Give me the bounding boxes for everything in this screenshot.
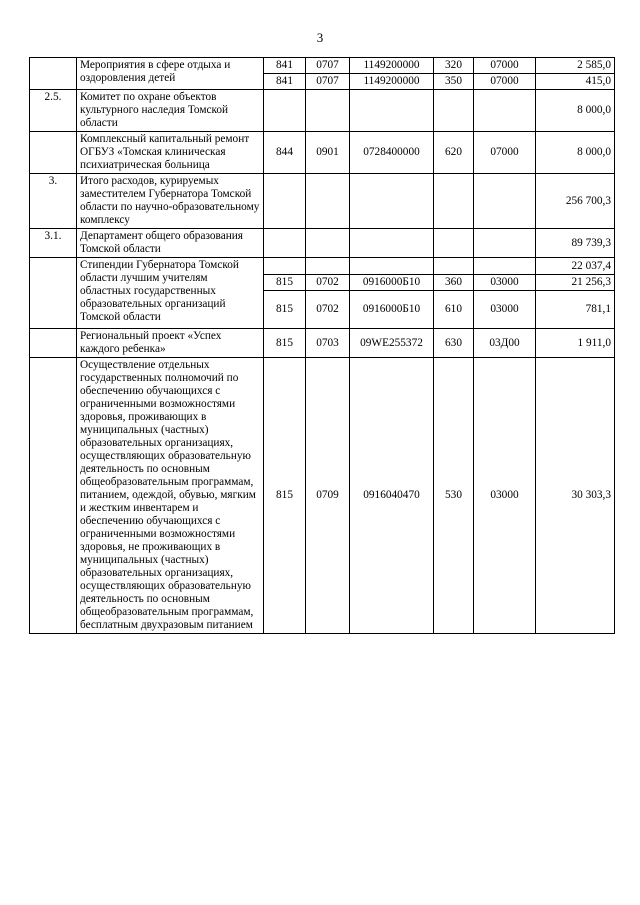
row-sum: 8 000,0 <box>536 132 615 174</box>
row-sum: 8 000,0 <box>536 90 615 132</box>
table-row: 841 0707 1149200000 350 07000 415,0 <box>30 74 615 90</box>
row-number: 3.1. <box>30 229 77 258</box>
table-row: Комплексный капитальный ремонт ОГБУЗ «Томская клиническая психиатрическая больница 844 0901 0728400000 620 07000 8 000,0 <box>30 132 615 174</box>
page-number: 3 <box>316 30 324 45</box>
row-name: Стипендии Губернатора Томской области лучшим учителям областных государственных образовательных организаций Томской области <box>77 258 264 329</box>
row-name: Комплексный капитальный ремонт ОГБУЗ «Томская клиническая психиатрическая больница <box>77 132 264 174</box>
row-sum: 2 585,0 <box>536 58 615 74</box>
row-name: Региональный проект «Успех каждого ребенка» <box>77 329 264 358</box>
row-sum: 1 911,0 <box>536 329 615 358</box>
row-sum: 415,0 <box>536 74 615 90</box>
row-name: Итого расходов, курируемых заместителем Губернатора Томской области по научно-образовательному комплексу <box>77 174 264 229</box>
table-row <box>30 90 615 132</box>
row-sum: 781,1 <box>536 291 615 329</box>
table-row: 815 0702 0916000Б10 610 03000 781,1 <box>30 291 615 329</box>
row-sum: 21 256,3 <box>536 275 615 291</box>
row-sum: 22 037,4 <box>536 258 615 275</box>
row-sum: 30 303,3 <box>536 358 615 634</box>
table-row: Региональный проект «Успех каждого ребенка» 815 0703 09WE255372 630 03Д00 1 911,0 <box>30 329 615 358</box>
row-name: Комитет по охране объектов культурного наследия Томской области <box>77 90 264 132</box>
table-row <box>30 229 615 258</box>
budget-table <box>29 57 615 634</box>
row-name: Осуществление отдельных государственных полномочий по обеспечению обучающихся с ограниченными возможностями здоровья, проживающих в муниципальных (частных) образовательных организациях, осуществляющих образовательную деятельность по основным общеобразовательным программам, питанием, одеждой, обувью, мягким и жестким инвентарем и обеспечению обучающихся с ограниченными возможностями здоровья, не проживающих в муниципальных (частных) образовательных организациях, осуществляющих образовательную деятельность по основным общеобразовательным программам, бесплатным двухразовым питанием <box>77 358 264 634</box>
table-row: 815 0702 0916000Б10 360 03000 21 256,3 <box>30 275 615 291</box>
table-row <box>30 174 615 229</box>
row-name: Мероприятия в сфере отдыха и оздоровления детей <box>77 58 264 90</box>
table-row <box>30 258 615 275</box>
row-sum: 89 739,3 <box>536 229 615 258</box>
row-name: Департамент общего образования Томской области <box>77 229 264 258</box>
row-sum: 256 700,3 <box>536 174 615 229</box>
table-row: Мероприятия в сфере отдыха и оздоровления детей 841 0707 1149200000 320 07000 2 585,0 <box>30 58 615 74</box>
table-row: Осуществление отдельных государственных полномочий по обеспечению обучающихся с ограниченными возможностями здоровья, проживающих в муниципальных (частных) образовательных организациях, осуществляющих образовательную деятельность по основным общеобразовательным программам, питанием, одеждой, обувью, мягким и жестким инвентарем и обеспечению обучающихся с ограниченными возможностями здоровья, не проживающих в муниципальных (частных) образовательных организациях, осуществляющих образовательную деятельность по основным общеобразовательным программам, бесплатным двухразовым питанием 815 0709 0916040470 530 03000 30 303,3 <box>30 358 615 634</box>
row-number: 2.5. <box>30 90 77 132</box>
row-number: 3. <box>30 174 77 229</box>
